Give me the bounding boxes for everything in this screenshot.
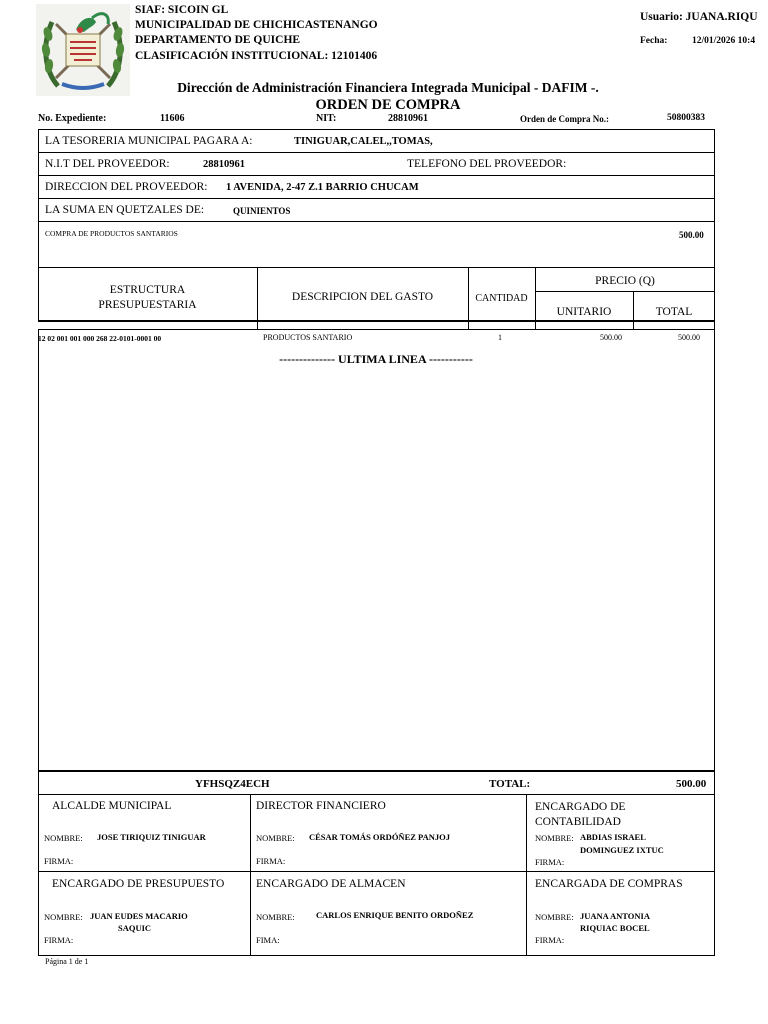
almacen-firma: FIMA: [256, 935, 280, 945]
col-cantidad: CANTIDAD [475, 293, 528, 304]
totals-row [38, 771, 715, 795]
col-precio: PRECIO (Q) [595, 275, 655, 287]
compras-title: ENCARGADA DE COMPRAS [535, 878, 683, 890]
table-body [38, 329, 715, 772]
table-row [38, 333, 715, 345]
provider-nit-label: N.I.T DEL PROVEEDOR: [45, 158, 170, 170]
almacen-title: ENCARGADO DE ALMACEN [256, 878, 406, 890]
fecha-value: 12/01/2026 10:4 [692, 36, 756, 46]
concept-text: COMPRA DE PRODUCTOS SANTARIOS [45, 229, 178, 238]
pay-label: LA TESORERIA MUNICIPAL PAGARA A: [45, 135, 253, 147]
row-descripcion: PRODUCTOS SANTARIO [263, 333, 353, 342]
col-descripcion: DESCRIPCION DEL GASTO [291, 291, 434, 303]
provider-phone-label: TELEFONO DEL PROVEEDOR: [407, 158, 567, 170]
row-unitario: 500.00 [600, 333, 622, 342]
contab-title: ENCARGADO DE CONTABILIDAD [535, 801, 626, 828]
dafim-title: Dirección de Administración Financiera Integrada Municipal - DAFIM -. [177, 80, 599, 95]
presup-nombre-label: NOMBRE: [44, 912, 83, 922]
presup-nombre-2: SAQUIC [118, 923, 152, 933]
doc-title: ORDEN DE COMPRA [315, 97, 461, 113]
director-nombre: CÉSAR TOMÁS ORDÓÑEZ PANJOJ [309, 832, 450, 842]
provider-addr-value: 1 AVENIDA, 2-47 Z.1 BARRIO CHUCAM [226, 182, 419, 193]
presup-firma: FIRMA: [44, 935, 74, 945]
sum-label: LA SUMA EN QUETZALES DE: [45, 204, 205, 216]
totals-value: 500.00 [676, 778, 707, 790]
almacen-nombre-label: NOMBRE: [256, 912, 295, 922]
director-nombre-label: NOMBRE: [256, 833, 295, 843]
expediente-label: No. Expediente: [38, 113, 107, 124]
orden-value: 50800383 [667, 113, 705, 123]
contab-nombre-label: NOMBRE: [535, 833, 574, 843]
director-title: DIRECTOR FINANCIERO [256, 800, 386, 812]
totals-code: YFHSQZ4ECH [195, 778, 270, 790]
nit-label: NIT: [316, 113, 337, 124]
contab-nombre-1: ABDIAS ISRAEL [580, 832, 646, 842]
alcalde-nombre: JOSE TIRIQUIZ TINIGUAR [97, 832, 206, 842]
compras-nombre-label: NOMBRE: [535, 912, 574, 922]
contab-nombre-2: DOMINGUEZ IXTUC [580, 845, 664, 855]
row-total: 500.00 [678, 333, 700, 342]
header-municipalidad: MUNICIPALIDAD DE CHICHICASTENANGO [135, 19, 378, 31]
totals-label: TOTAL: [489, 778, 531, 790]
provider-addr-label: DIRECCION DEL PROVEEDOR: [45, 181, 208, 193]
col-unitario: UNITARIO [556, 306, 612, 318]
row-estructura: 12 02 001 001 000 268 22-0101-0001 00 [38, 334, 162, 343]
header-clasificacion: CLASIFICACIÓN INSTITUCIONAL: 12101406 [135, 50, 378, 62]
header-siaf: SIAF: SICOIN GL [135, 4, 229, 16]
fecha-label: Fecha: [640, 36, 668, 46]
contab-firma: FIRMA: [535, 857, 565, 867]
alcalde-nombre-label: NOMBRE: [44, 833, 83, 843]
sum-value: QUINIENTOS [233, 206, 291, 216]
presup-title: ENCARGADO DE PRESUPUESTO [52, 878, 225, 890]
compras-firma: FIRMA: [535, 935, 565, 945]
compras-nombre-1: JUANA ANTONIA [580, 911, 650, 921]
compras-nombre-2: RIQUIAC BOCEL [580, 923, 650, 933]
page-number: Página 1 de 1 [45, 957, 89, 966]
col-total: TOTAL [655, 306, 693, 318]
almacen-nombre: CARLOS ENRIQUE BENITO ORDOÑEZ [316, 910, 474, 920]
pay-value: TINIGUAR,CALEL,,TOMAS, [294, 136, 433, 147]
alcalde-firma: FIRMA: [44, 856, 74, 866]
orden-label: Orden de Compra No.: [520, 114, 609, 124]
presup-nombre-1: JUAN EUDES MACARIO [90, 911, 188, 921]
usuario-text: Usuario: JUANA.RIQU [640, 11, 758, 23]
row-cantidad: 1 [498, 333, 502, 342]
provider-nit-value: 28810961 [203, 159, 245, 170]
expediente-value: 11606 [160, 113, 185, 124]
header-departamento: DEPARTAMENTO DE QUICHE [135, 34, 301, 46]
director-firma: FIRMA: [256, 856, 286, 866]
concept-amount: 500.00 [679, 230, 704, 240]
alcalde-title: ALCALDE MUNICIPAL [52, 800, 172, 812]
nit-value: 28810961 [388, 113, 428, 124]
ultima-linea: -------------- ULTIMA LINEA ----------- [279, 352, 473, 366]
col-estructura: ESTRUCTURA PRESUPUESTARIA [98, 284, 197, 311]
